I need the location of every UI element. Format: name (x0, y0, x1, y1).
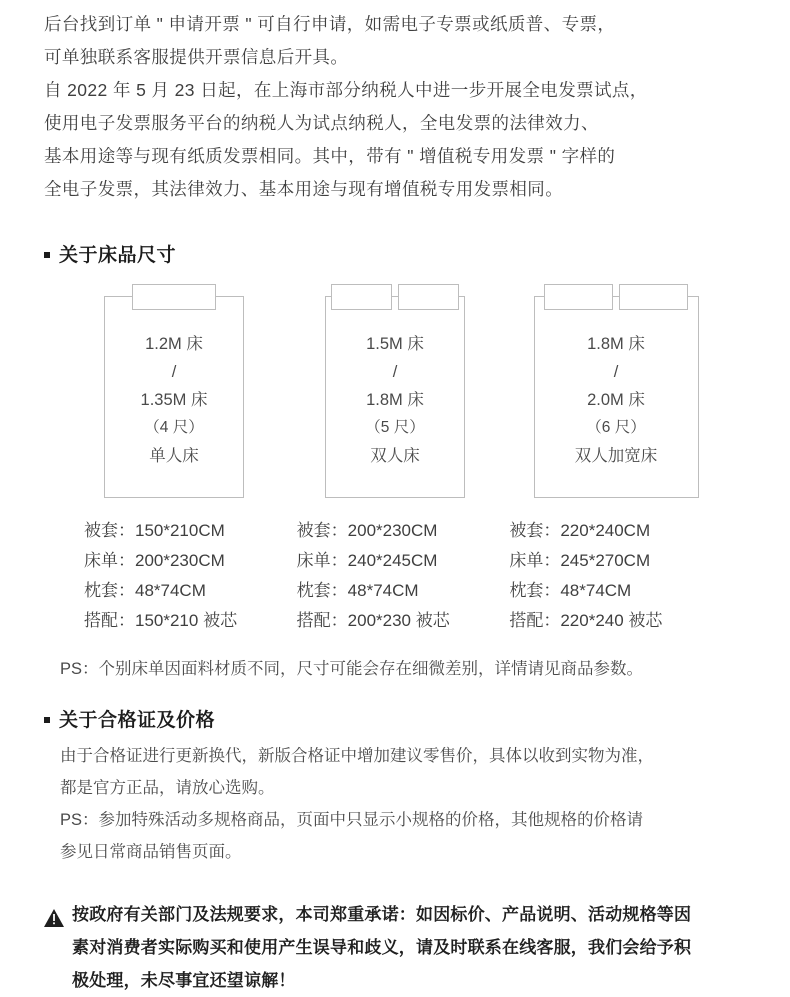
certificate-line: 都是官方正品，请放心选购。 (60, 779, 275, 797)
spec-list-1 (84, 516, 297, 636)
pillow-group (535, 284, 698, 310)
section-heading-label: 关于合格证及价格 (59, 710, 216, 731)
spec-row: 搭配：220*240 被芯 (509, 611, 663, 630)
warning-triangle-icon (44, 905, 64, 923)
bed-label (365, 330, 424, 470)
bed-label-line: 1.5M 床 (366, 335, 424, 353)
pillow-icon (544, 284, 613, 310)
spec-row: 床单：200*230CM (84, 551, 225, 570)
intro-line: 后台找到订单 " 申请开票 " 可自行申请，如需电子专票或纸质普、专票， (44, 14, 616, 34)
bed-label-line: （4 尺） (144, 419, 204, 436)
bed-label-line: （6 尺） (586, 419, 646, 436)
intro-line: 使用电子发票服务平台的纳税人为试点纳税人，全电发票的法律效力、 (44, 113, 599, 133)
spec-row: 搭配：150*210 被芯 (84, 611, 238, 630)
bed-diagram-2 (295, 296, 495, 498)
bed-label-line: 双人加宽床 (574, 447, 658, 465)
spec-row: 被套：150*210CM (84, 521, 225, 540)
bed-diagram-1 (74, 296, 274, 498)
warning-block (44, 898, 746, 997)
pillow-icon (132, 284, 216, 310)
certificate-line: 由于合格证进行更新换代，新版合格证中增加建议零售价，具体以收到实物为准， (60, 747, 654, 765)
pillow-icon (331, 284, 392, 310)
bed-label-line: / (392, 363, 398, 381)
certificate-body (44, 740, 746, 868)
section-heading-certificate (44, 705, 746, 732)
bed-outline (534, 296, 699, 498)
bed-label (141, 330, 208, 470)
bed-label-line: / (613, 363, 619, 381)
spec-row: 枕套：48*74CM (296, 581, 419, 600)
section-heading-bed-size (44, 240, 746, 267)
bed-label-line: 单人床 (149, 447, 199, 465)
spec-row: 枕套：48*74CM (509, 581, 632, 600)
warning-line: 素对消费者实际购买和使用产生误导和歧义，请及时联系在线客服，我们会给予积 (72, 938, 692, 957)
warning-line: 按政府有关部门及法规要求，本司郑重承诺：如因标价、产品说明、活动规格等因 (72, 905, 692, 924)
bed-label-line: 2.0M 床 (587, 391, 645, 409)
intro-line: 全电子发票，其法律效力、基本用途与现有增值税专用发票相同。 (44, 179, 564, 199)
spec-row: 被套：200*230CM (296, 521, 438, 540)
bed-outline (325, 296, 465, 498)
spec-row: 床单：240*245CM (296, 551, 438, 570)
spec-row: 床单：245*270CM (509, 551, 651, 570)
certificate-line: PS：参加特殊活动多规格商品，页面中只显示小规格的价格，其他规格的价格请 (60, 811, 644, 829)
spec-row: 搭配：200*230 被芯 (296, 611, 450, 630)
bed-label-line: / (171, 363, 177, 381)
bed-label-line: 1.35M 床 (140, 391, 208, 409)
bed-label-line: 1.8M 床 (366, 391, 424, 409)
size-ps-note: PS：个别床单因面料材质不同，尺寸可能会存在细微差别，详情请见商品参数。 (60, 660, 644, 678)
square-bullet-icon (44, 717, 50, 723)
pillow-icon (398, 284, 459, 310)
bed-diagram-3 (516, 296, 716, 498)
pillow-group (105, 284, 243, 310)
intro-paragraph (44, 0, 746, 206)
pillow-group (326, 284, 464, 310)
intro-line: 基本用途等与现有纸质发票相同。其中，带有 " 增值税专用发票 " 字样的 (44, 146, 616, 166)
square-bullet-icon (44, 252, 50, 258)
warning-line: 极处理，未尽事宜还望谅解！ (72, 971, 296, 990)
bed-diagram-group (44, 296, 746, 498)
certificate-line: 参见日常商品销售页面。 (60, 843, 242, 861)
spec-row: 被套：220*240CM (509, 521, 651, 540)
bed-label-line: 1.2M 床 (145, 335, 203, 353)
bed-outline (104, 296, 244, 498)
spec-group (44, 516, 746, 636)
spec-list-3 (509, 516, 722, 636)
warning-text (72, 898, 691, 997)
intro-line: 可单独联系客服提供开票信息后开具。 (44, 47, 349, 67)
intro-line: 自 2022 年 5 月 23 日起，在上海市部分纳税人中进一步开展全电发票试点， (44, 80, 648, 100)
spec-row: 枕套：48*74CM (84, 581, 206, 600)
spec-list-2 (297, 516, 510, 636)
bed-label (575, 330, 658, 470)
pillow-icon (619, 284, 688, 310)
bed-label-line: 双人床 (370, 447, 420, 465)
bed-label-line: （5 尺） (365, 419, 425, 436)
bed-label-line: 1.8M 床 (587, 335, 645, 353)
section-heading-label: 关于床品尺寸 (59, 245, 177, 266)
